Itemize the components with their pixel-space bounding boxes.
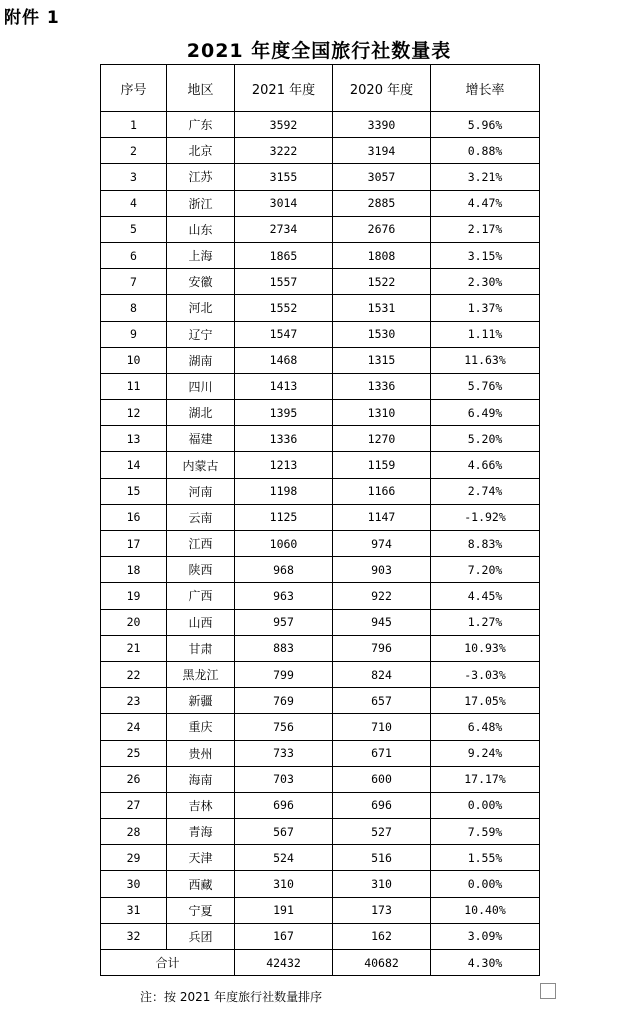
total-label: 合计 — [101, 950, 235, 976]
cell-2021: 1468 — [235, 347, 333, 373]
checkbox[interactable] — [540, 983, 556, 999]
table-row — [101, 504, 540, 530]
total-growth: 4.30% — [431, 950, 540, 976]
cell-2021: 957 — [235, 609, 333, 635]
cell-index: 27 — [101, 792, 167, 818]
cell-region: 安徽 — [167, 269, 235, 295]
cell-2020: 903 — [333, 557, 431, 583]
cell-growth: 2.30% — [431, 269, 540, 295]
cell-region: 上海 — [167, 242, 235, 268]
header-2020: 2020 年度 — [333, 65, 431, 112]
table-row — [101, 819, 540, 845]
table-row — [101, 871, 540, 897]
cell-growth: 10.40% — [431, 897, 540, 923]
table-row — [101, 452, 540, 478]
cell-2020: 1530 — [333, 321, 431, 347]
cell-growth: 17.05% — [431, 688, 540, 714]
table-row — [101, 766, 540, 792]
cell-region: 浙江 — [167, 190, 235, 216]
cell-2020: 516 — [333, 845, 431, 871]
table-title: 2021 年度全国旅行社数量表 — [186, 40, 452, 62]
cell-growth: 3.15% — [431, 242, 540, 268]
cell-index: 10 — [101, 347, 167, 373]
cell-growth: 4.47% — [431, 190, 540, 216]
cell-2021: 1547 — [235, 321, 333, 347]
table-row — [101, 557, 540, 583]
cell-2020: 2885 — [333, 190, 431, 216]
table-row — [101, 216, 540, 242]
cell-growth: 0.00% — [431, 792, 540, 818]
cell-2021: 1198 — [235, 478, 333, 504]
table-row — [101, 373, 540, 399]
cell-growth: -1.92% — [431, 504, 540, 530]
table-row — [101, 269, 540, 295]
cell-region: 贵州 — [167, 740, 235, 766]
cell-2021: 3014 — [235, 190, 333, 216]
cell-region: 海南 — [167, 766, 235, 792]
cell-2020: 824 — [333, 661, 431, 687]
table-row — [101, 478, 540, 504]
cell-region: 河北 — [167, 295, 235, 321]
cell-2021: 524 — [235, 845, 333, 871]
cell-region: 山东 — [167, 216, 235, 242]
cell-2020: 3057 — [333, 164, 431, 190]
cell-2021: 696 — [235, 792, 333, 818]
cell-growth: 8.83% — [431, 531, 540, 557]
cell-index: 3 — [101, 164, 167, 190]
cell-2021: 1865 — [235, 242, 333, 268]
cell-2020: 1808 — [333, 242, 431, 268]
cell-2020: 1159 — [333, 452, 431, 478]
table-row — [101, 609, 540, 635]
cell-growth: 17.17% — [431, 766, 540, 792]
cell-index: 28 — [101, 819, 167, 845]
cell-region: 北京 — [167, 138, 235, 164]
cell-2020: 1147 — [333, 504, 431, 530]
cell-2021: 703 — [235, 766, 333, 792]
cell-index: 32 — [101, 923, 167, 949]
header-2021: 2021 年度 — [235, 65, 333, 112]
cell-region: 陕西 — [167, 557, 235, 583]
cell-growth: 7.20% — [431, 557, 540, 583]
cell-2021: 769 — [235, 688, 333, 714]
cell-region: 宁夏 — [167, 897, 235, 923]
cell-growth: 11.63% — [431, 347, 540, 373]
cell-2020: 1336 — [333, 373, 431, 399]
cell-growth: 5.96% — [431, 112, 540, 138]
cell-2020: 1531 — [333, 295, 431, 321]
cell-region: 兵团 — [167, 923, 235, 949]
table-row — [101, 635, 540, 661]
table-row — [101, 138, 540, 164]
cell-2021: 2734 — [235, 216, 333, 242]
table-row — [101, 661, 540, 687]
table-row — [101, 740, 540, 766]
cell-growth: 5.76% — [431, 373, 540, 399]
cell-index: 6 — [101, 242, 167, 268]
cell-index: 15 — [101, 478, 167, 504]
cell-region: 辽宁 — [167, 321, 235, 347]
cell-growth: 7.59% — [431, 819, 540, 845]
cell-index: 18 — [101, 557, 167, 583]
cell-growth: -3.03% — [431, 661, 540, 687]
cell-index: 14 — [101, 452, 167, 478]
cell-index: 13 — [101, 426, 167, 452]
cell-2021: 3222 — [235, 138, 333, 164]
cell-growth: 3.21% — [431, 164, 540, 190]
cell-growth: 1.55% — [431, 845, 540, 871]
cell-2020: 1310 — [333, 400, 431, 426]
cell-index: 8 — [101, 295, 167, 321]
travel-agency-table — [100, 64, 540, 976]
table-row — [101, 583, 540, 609]
cell-index: 24 — [101, 714, 167, 740]
header-growth: 增长率 — [431, 65, 540, 112]
cell-2021: 1060 — [235, 531, 333, 557]
cell-region: 内蒙古 — [167, 452, 235, 478]
cell-2020: 173 — [333, 897, 431, 923]
cell-index: 31 — [101, 897, 167, 923]
table-row — [101, 347, 540, 373]
cell-growth: 2.17% — [431, 216, 540, 242]
cell-growth: 1.37% — [431, 295, 540, 321]
cell-region: 黑龙江 — [167, 661, 235, 687]
cell-2020: 657 — [333, 688, 431, 714]
cell-region: 西藏 — [167, 871, 235, 897]
cell-2021: 3592 — [235, 112, 333, 138]
cell-index: 23 — [101, 688, 167, 714]
table-row — [101, 242, 540, 268]
cell-index: 17 — [101, 531, 167, 557]
cell-index: 4 — [101, 190, 167, 216]
cell-index: 29 — [101, 845, 167, 871]
cell-index: 2 — [101, 138, 167, 164]
header-index: 序号 — [101, 65, 167, 112]
cell-growth: 1.27% — [431, 609, 540, 635]
table-row — [101, 321, 540, 347]
cell-2021: 1336 — [235, 426, 333, 452]
table-row — [101, 400, 540, 426]
cell-region: 天津 — [167, 845, 235, 871]
table-row — [101, 897, 540, 923]
cell-index: 1 — [101, 112, 167, 138]
cell-2020: 945 — [333, 609, 431, 635]
cell-2020: 3390 — [333, 112, 431, 138]
cell-2020: 3194 — [333, 138, 431, 164]
cell-2020: 310 — [333, 871, 431, 897]
cell-2021: 1213 — [235, 452, 333, 478]
cell-growth: 4.66% — [431, 452, 540, 478]
cell-growth: 3.09% — [431, 923, 540, 949]
cell-region: 河南 — [167, 478, 235, 504]
cell-region: 青海 — [167, 819, 235, 845]
cell-growth: 6.49% — [431, 400, 540, 426]
cell-2021: 799 — [235, 661, 333, 687]
cell-2021: 1557 — [235, 269, 333, 295]
footnote: 注：按 2021 年度旅行社数量排序 — [140, 990, 323, 1004]
cell-2020: 710 — [333, 714, 431, 740]
attachment-label: 附件 1 — [4, 8, 60, 28]
cell-region: 湖北 — [167, 400, 235, 426]
cell-2020: 922 — [333, 583, 431, 609]
cell-region: 云南 — [167, 504, 235, 530]
cell-region: 山西 — [167, 609, 235, 635]
cell-2020: 1166 — [333, 478, 431, 504]
cell-index: 26 — [101, 766, 167, 792]
cell-2020: 974 — [333, 531, 431, 557]
cell-2021: 1395 — [235, 400, 333, 426]
total-2020: 40682 — [333, 950, 431, 976]
total-2021: 42432 — [235, 950, 333, 976]
cell-2020: 1315 — [333, 347, 431, 373]
cell-index: 22 — [101, 661, 167, 687]
cell-growth: 4.45% — [431, 583, 540, 609]
cell-2020: 527 — [333, 819, 431, 845]
cell-2021: 1552 — [235, 295, 333, 321]
cell-growth: 10.93% — [431, 635, 540, 661]
cell-2021: 1413 — [235, 373, 333, 399]
table-row — [101, 112, 540, 138]
cell-index: 7 — [101, 269, 167, 295]
cell-2021: 567 — [235, 819, 333, 845]
total-row — [101, 950, 540, 976]
cell-index: 16 — [101, 504, 167, 530]
cell-2020: 1270 — [333, 426, 431, 452]
cell-region: 吉林 — [167, 792, 235, 818]
cell-2021: 1125 — [235, 504, 333, 530]
table-row — [101, 792, 540, 818]
cell-growth: 9.24% — [431, 740, 540, 766]
cell-region: 甘肃 — [167, 635, 235, 661]
cell-growth: 5.20% — [431, 426, 540, 452]
cell-2021: 3155 — [235, 164, 333, 190]
cell-region: 江西 — [167, 531, 235, 557]
cell-2021: 756 — [235, 714, 333, 740]
cell-index: 21 — [101, 635, 167, 661]
cell-2020: 671 — [333, 740, 431, 766]
cell-index: 19 — [101, 583, 167, 609]
cell-index: 20 — [101, 609, 167, 635]
cell-region: 重庆 — [167, 714, 235, 740]
cell-index: 25 — [101, 740, 167, 766]
header-region: 地区 — [167, 65, 235, 112]
cell-2020: 696 — [333, 792, 431, 818]
table-row — [101, 295, 540, 321]
table-row — [101, 923, 540, 949]
cell-index: 11 — [101, 373, 167, 399]
cell-growth: 0.00% — [431, 871, 540, 897]
cell-growth: 0.88% — [431, 138, 540, 164]
cell-growth: 2.74% — [431, 478, 540, 504]
table-row — [101, 845, 540, 871]
cell-index: 5 — [101, 216, 167, 242]
cell-2021: 963 — [235, 583, 333, 609]
table-row — [101, 426, 540, 452]
cell-region: 福建 — [167, 426, 235, 452]
table-row — [101, 190, 540, 216]
cell-index: 30 — [101, 871, 167, 897]
cell-2021: 968 — [235, 557, 333, 583]
cell-2021: 883 — [235, 635, 333, 661]
cell-region: 湖南 — [167, 347, 235, 373]
cell-region: 四川 — [167, 373, 235, 399]
table-row — [101, 688, 540, 714]
table-header-row — [101, 65, 540, 112]
cell-2021: 733 — [235, 740, 333, 766]
cell-index: 12 — [101, 400, 167, 426]
cell-growth: 6.48% — [431, 714, 540, 740]
cell-2020: 796 — [333, 635, 431, 661]
table-row — [101, 531, 540, 557]
cell-2021: 310 — [235, 871, 333, 897]
cell-index: 9 — [101, 321, 167, 347]
cell-2020: 1522 — [333, 269, 431, 295]
cell-region: 广东 — [167, 112, 235, 138]
table-row — [101, 164, 540, 190]
cell-region: 新疆 — [167, 688, 235, 714]
cell-2020: 600 — [333, 766, 431, 792]
cell-region: 广西 — [167, 583, 235, 609]
cell-2020: 2676 — [333, 216, 431, 242]
cell-region: 江苏 — [167, 164, 235, 190]
table-row — [101, 714, 540, 740]
cell-2021: 191 — [235, 897, 333, 923]
table-body — [101, 112, 540, 950]
cell-growth: 1.11% — [431, 321, 540, 347]
cell-2020: 162 — [333, 923, 431, 949]
cell-2021: 167 — [235, 923, 333, 949]
